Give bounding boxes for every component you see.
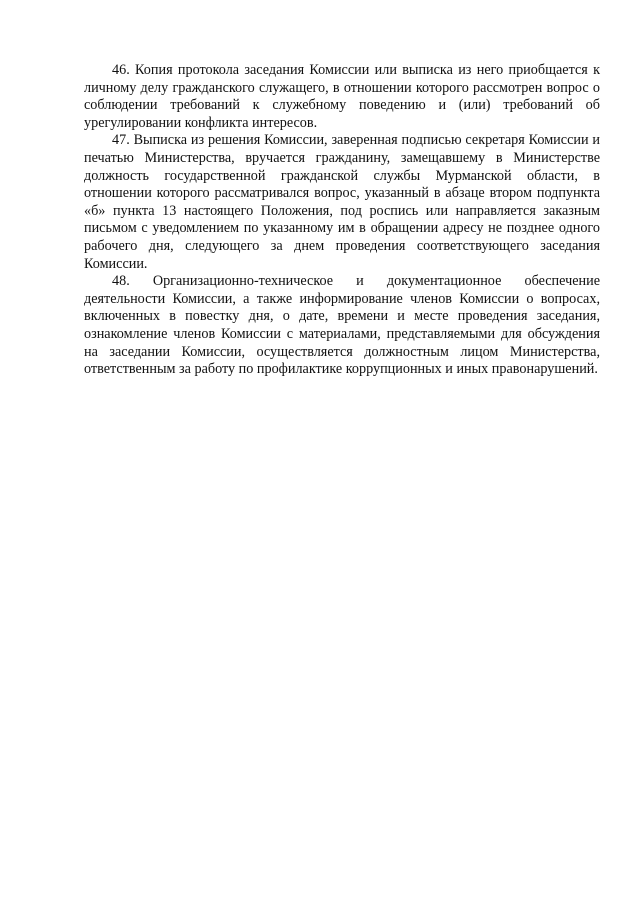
paragraph-47: 47. Выписка из решения Комиссии, заверенная подписью секретаря Комиссии и печатью Министерства, вручается гражданину, замещавшему в Министерстве должность государственной гражданской службы Мурманской области, в отношении которого рассматривался вопрос, указанный в абзаце втором подпункта «б» пункта 13 настоящего Положения, под роспись или направляется заказным письмом с уведомлением по указанному им в обращении адресу не позднее одного рабочего дня, следующего за днем проведения соответствующего заседания Комиссии. [84,132,600,272]
paragraph-48: 48. Организационно-техническое и документационное обеспечение деятельности Комиссии, а также информирование членов Комиссии о вопросах, включенных в повестку дня, о дате, времени и месте проведения заседания, ознакомление членов Комиссии с материалами, представляемыми для обсуждения на заседании Комиссии, осуществляется должностным лицом Министерства, ответственным за работу по профилактике коррупционных и иных правонарушений. [84,273,600,378]
paragraph-46: 46. Копия протокола заседания Комиссии или выписка из него приобщается к личному делу гражданского служащего, в отношении которого рассмотрен вопрос о соблюдении требований к служебному поведению и (или) требований об урегулировании конфликта интересов. [84,62,600,131]
document-body [84,62,600,379]
